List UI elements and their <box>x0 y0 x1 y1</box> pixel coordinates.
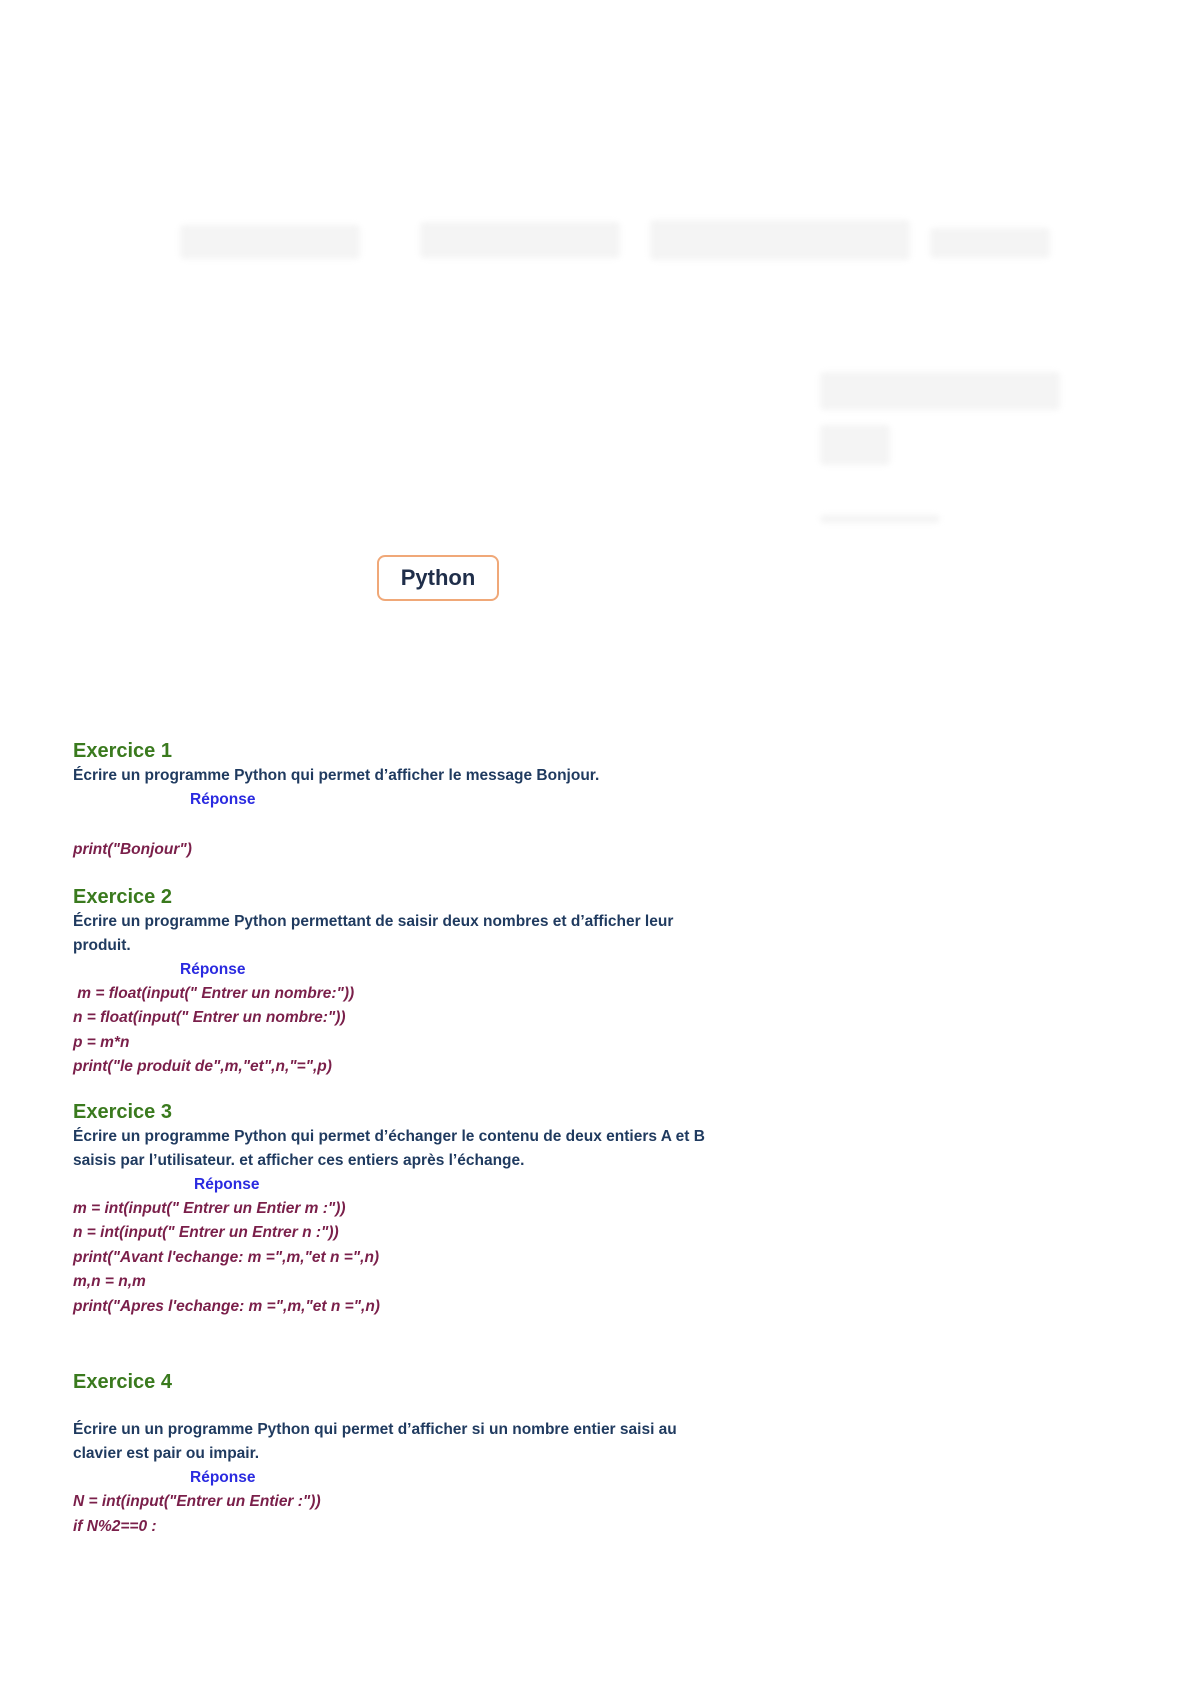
exercise-2 <box>73 884 793 1080</box>
code-line: n = float(input(" Entrer un nombre:")) <box>73 1009 346 1026</box>
answer-label: Réponse <box>180 960 246 978</box>
exercise-list <box>73 738 793 1539</box>
code-line: print("le produit de",m,"et",n,"=",p) <box>73 1058 332 1075</box>
exercise-statement: saisis par l’utilisateur. et afficher ces entiers après l’échange. <box>73 1151 525 1169</box>
exercise-title: Exercice 1 <box>73 740 172 762</box>
exercise-title: Exercice 2 <box>73 885 172 908</box>
code-line: n = int(input(" Entrer un Entrer n :")) <box>73 1224 339 1241</box>
scan-artifact <box>180 225 360 259</box>
code-line: m = float(input(" Entrer un nombre:")) <box>73 984 355 1002</box>
answer-label: Réponse <box>194 1175 260 1193</box>
code-line: print("Bonjour") <box>73 841 192 858</box>
code-line: print("Avant l'echange: m =",m,"et n =",n) <box>73 1248 380 1266</box>
scan-artifact <box>420 222 620 258</box>
exercise-title: Exercice 4 <box>73 1371 172 1393</box>
exercise-title: Exercice 3 <box>73 1100 172 1123</box>
scan-artifact <box>930 228 1050 258</box>
exercise-statement: Écrire un un programme Python qui permet d’afficher si un nombre entier saisi au <box>73 1421 677 1438</box>
scan-artifact <box>650 220 910 260</box>
code-line: p = m*n <box>73 1033 130 1051</box>
scan-artifact <box>820 372 1060 410</box>
exercise-statement: Écrire un programme Python permettant de saisir deux nombres et d’afficher leur <box>73 912 674 930</box>
exercise-statement: Écrire un programme Python qui permet d’afficher le message Bonjour. <box>73 767 600 784</box>
exercise-statement: Écrire un programme Python qui permet d’échanger le contenu de deux entiers A et B <box>73 1127 705 1145</box>
code-line: print("Apres l'echange: m =",m,"et n =",n) <box>73 1297 380 1315</box>
exercise-3 <box>73 1099 793 1320</box>
code-line: if N%2==0 : <box>73 1517 157 1535</box>
code-line: m = int(input(" Entrer un Entier m :")) <box>73 1199 346 1217</box>
page-title: Python <box>377 555 499 601</box>
answer-label: Réponse <box>190 1469 256 1486</box>
code-line: m,n = n,m <box>73 1273 146 1290</box>
scan-artifact <box>820 425 890 465</box>
code-line: N = int(input("Entrer un Entier :")) <box>73 1493 321 1510</box>
exercise-statement: produit. <box>73 936 131 954</box>
answer-label: Réponse <box>190 791 256 808</box>
exercise-4 <box>73 1369 793 1539</box>
exercise-statement: clavier est pair ou impair. <box>73 1445 260 1462</box>
scan-artifact <box>820 515 940 523</box>
exercise-1 <box>73 738 793 863</box>
